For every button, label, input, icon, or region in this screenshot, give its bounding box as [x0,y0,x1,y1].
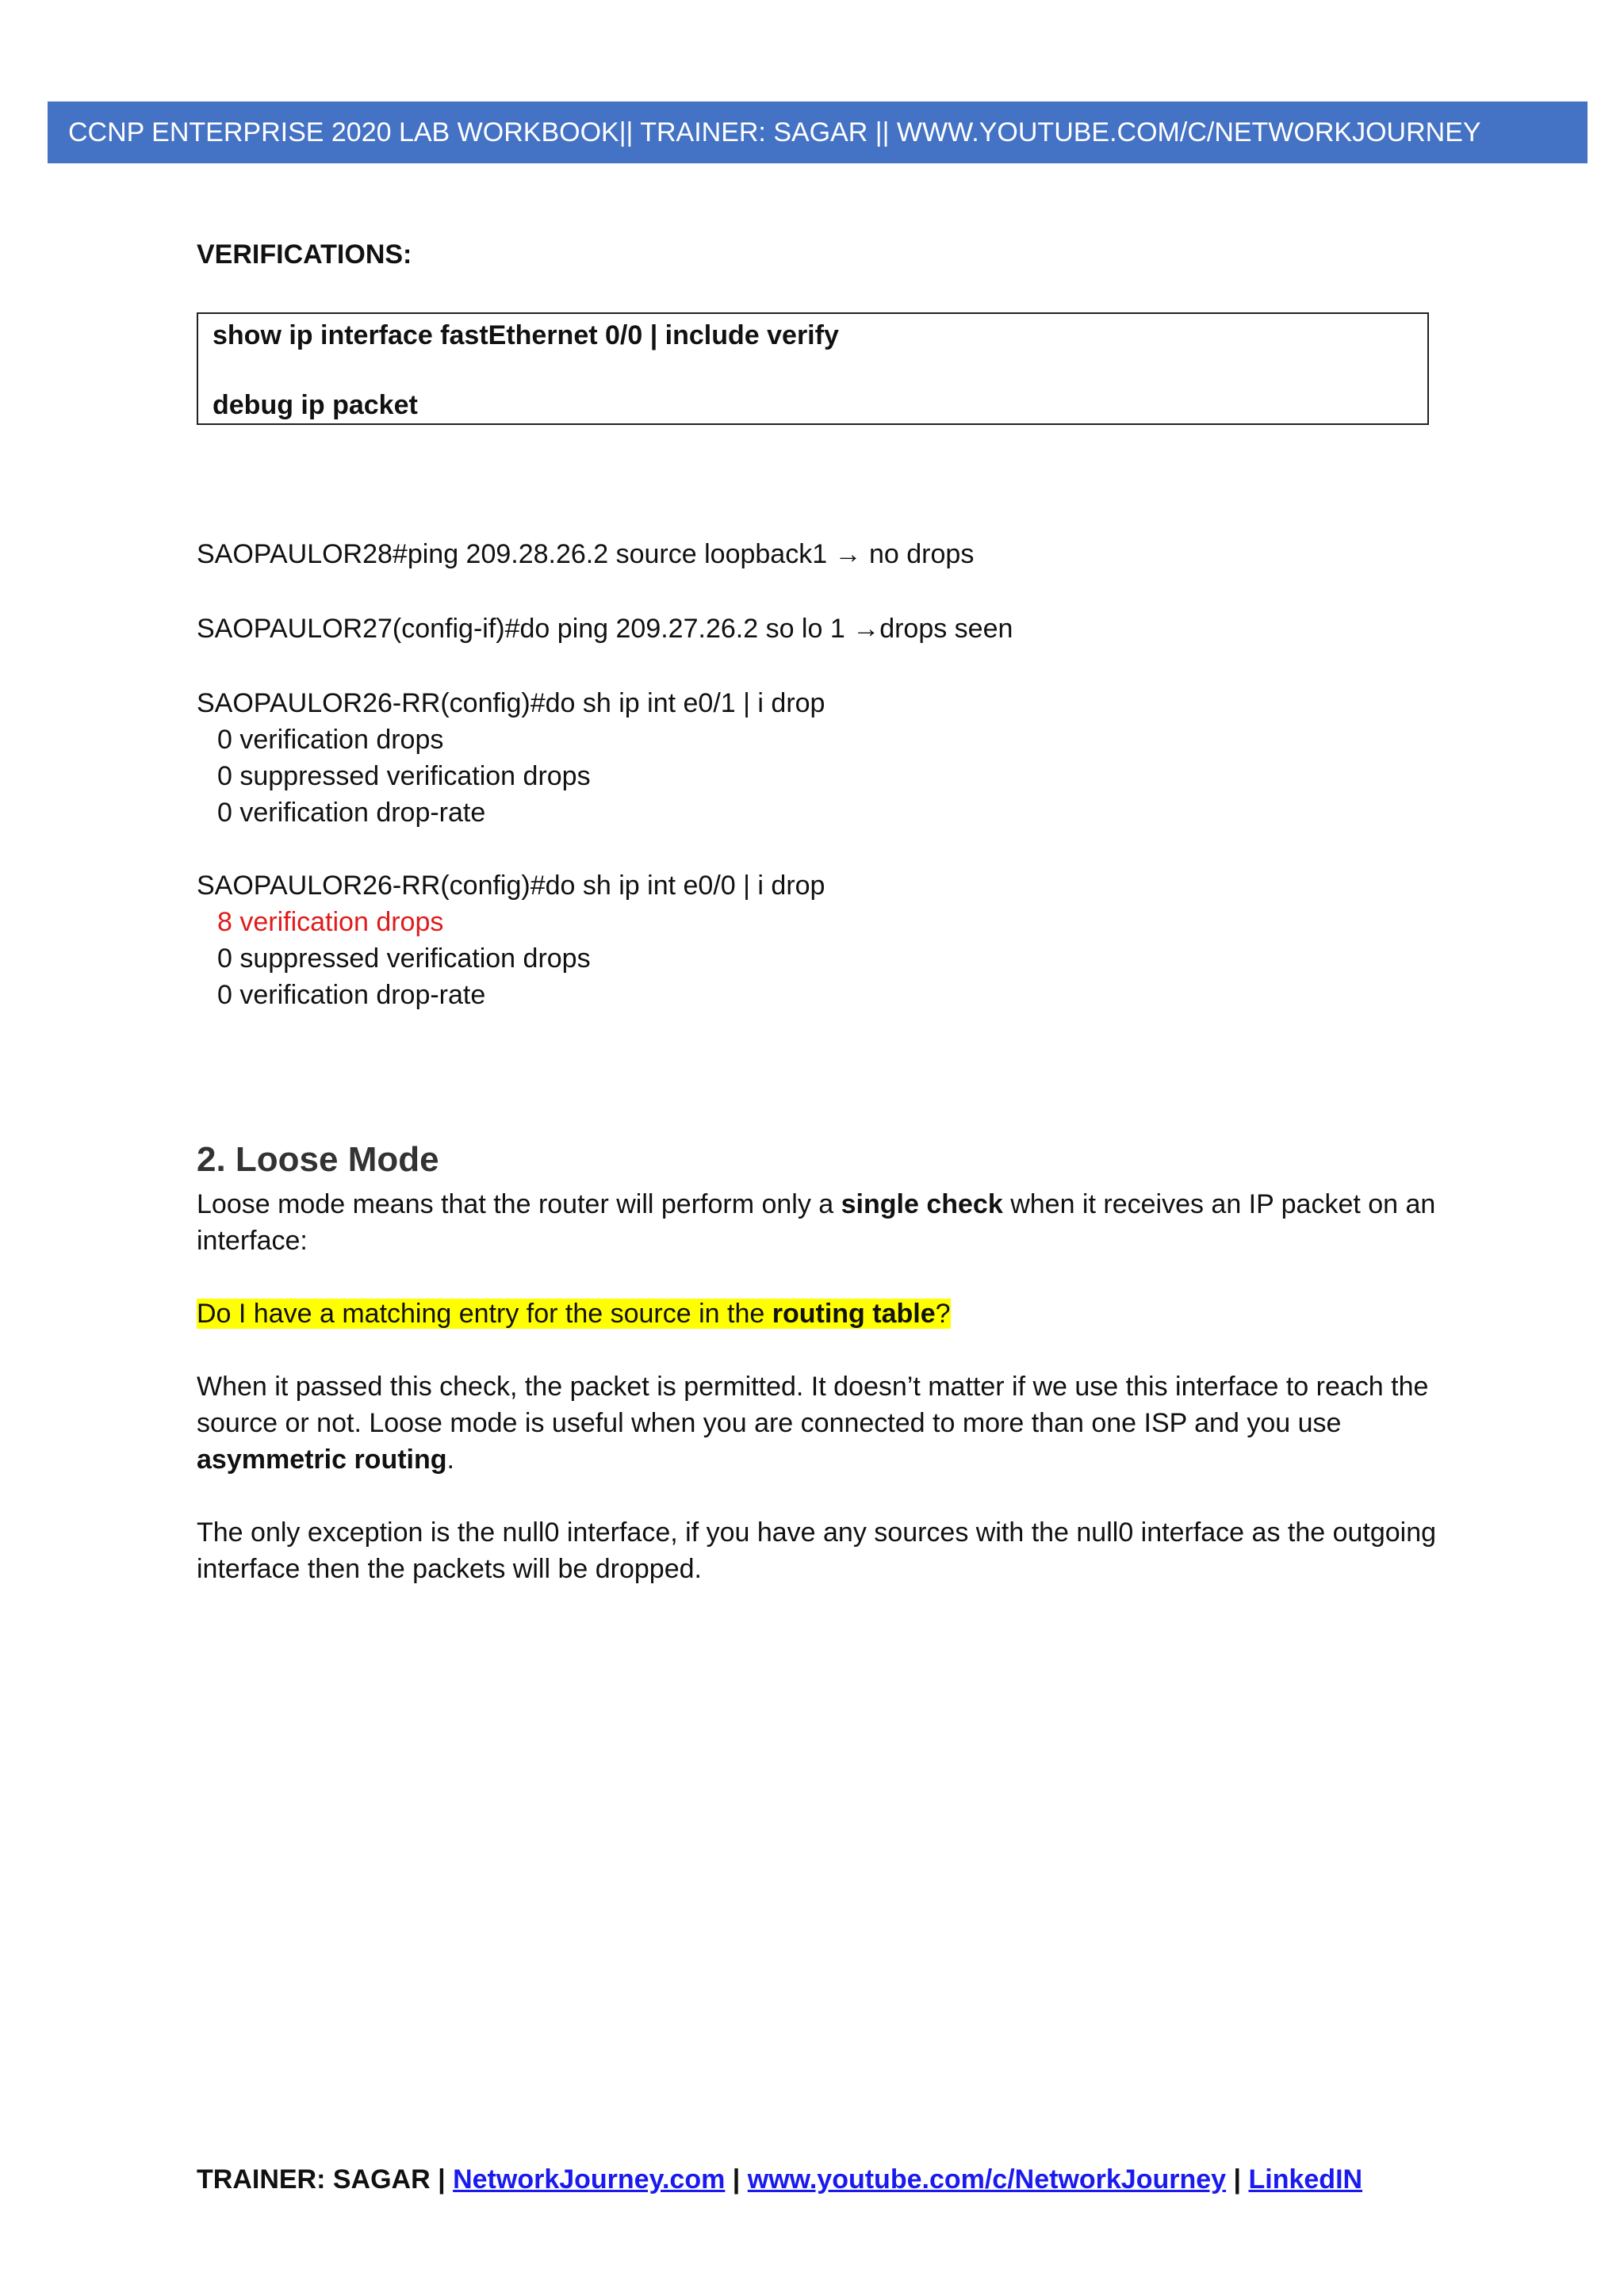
footer-separator: | [438,2164,446,2195]
output-e00-line: 0 suppressed verification drops [217,943,591,974]
command-box [197,312,1429,425]
footer-separator: | [1233,2164,1242,2195]
footer-separator: | [732,2164,741,2195]
output-e01-line: 0 verification drops [217,725,444,755]
highlighted-question [197,1295,1442,1332]
bold-text: routing table [772,1299,936,1329]
output-e01-line: 0 suppressed verification drops [217,761,591,791]
bold-text: single check [841,1189,1003,1219]
output-e01-line: 0 verification drop-rate [217,798,486,828]
paragraph-null0-exception: The only exception is the null0 interface, if you have any sources with the null0 interface as the outgoing interface then the packets will be dropped. [197,1517,1437,1584]
paragraph-loose-mode-intro [197,1186,1442,1259]
text-span: . [446,1445,454,1475]
output-ping-r27: SAOPAULOR27(config-if)#do ping 209.27.26.2 so lo 1 →drops seen [197,614,1013,644]
footer-trainer: TRAINER: SAGAR [197,2164,431,2195]
output-e00-drops-highlight: 8 verification drops [217,907,444,937]
bold-text: asymmetric routing [197,1445,447,1475]
section-title-loose-mode: 2. Loose Mode [197,1140,439,1179]
command-show-ip-interface: show ip interface fastEthernet 0/0 | include verify [213,320,839,350]
command-debug-ip-packet: debug ip packet [213,390,418,420]
footer-link-youtube[interactable]: www.youtube.com/c/NetworkJourney [747,2164,1227,2195]
paragraph-loose-mode-details [197,1368,1442,1478]
page-footer [197,2164,1362,2195]
page-header-bar [48,101,1588,163]
footer-link-linkedin[interactable]: LinkedIN [1248,2164,1363,2195]
header-text: CCNP ENTERPRISE 2020 LAB WORKBOOK|| TRAINER: SAGAR || WWW.YOUTUBE.COM/C/NETWORKJOURNEY [68,117,1481,147]
output-e00-command: SAOPAULOR26-RR(config)#do sh ip int e0/0 | i drop [197,871,825,901]
footer-link-networkjourney[interactable]: NetworkJourney.com [453,2164,726,2195]
text-span: When it passed this check, the packet is permitted. It doesn’t matter if we use this interface to reach the source or not. Loose mode is useful when you are connected to more than one ISP and you use [197,1372,1429,1438]
highlight-span [197,1299,951,1329]
text-span: Loose mode means that the router will perform only a [197,1189,841,1219]
output-ping-r28: SAOPAULOR28#ping 209.28.26.2 source loopback1 → no drops [197,539,975,569]
output-e00-line: 0 verification drop-rate [217,980,486,1010]
output-e01-command: SAOPAULOR26-RR(config)#do sh ip int e0/1 | i drop [197,688,825,718]
text-span: when it receives an IP packet on an interface: [197,1189,1436,1256]
verifications-title: VERIFICATIONS: [197,239,412,270]
text-span: ? [935,1299,951,1329]
text-span: Do I have a matching entry for the source in the [197,1299,772,1329]
